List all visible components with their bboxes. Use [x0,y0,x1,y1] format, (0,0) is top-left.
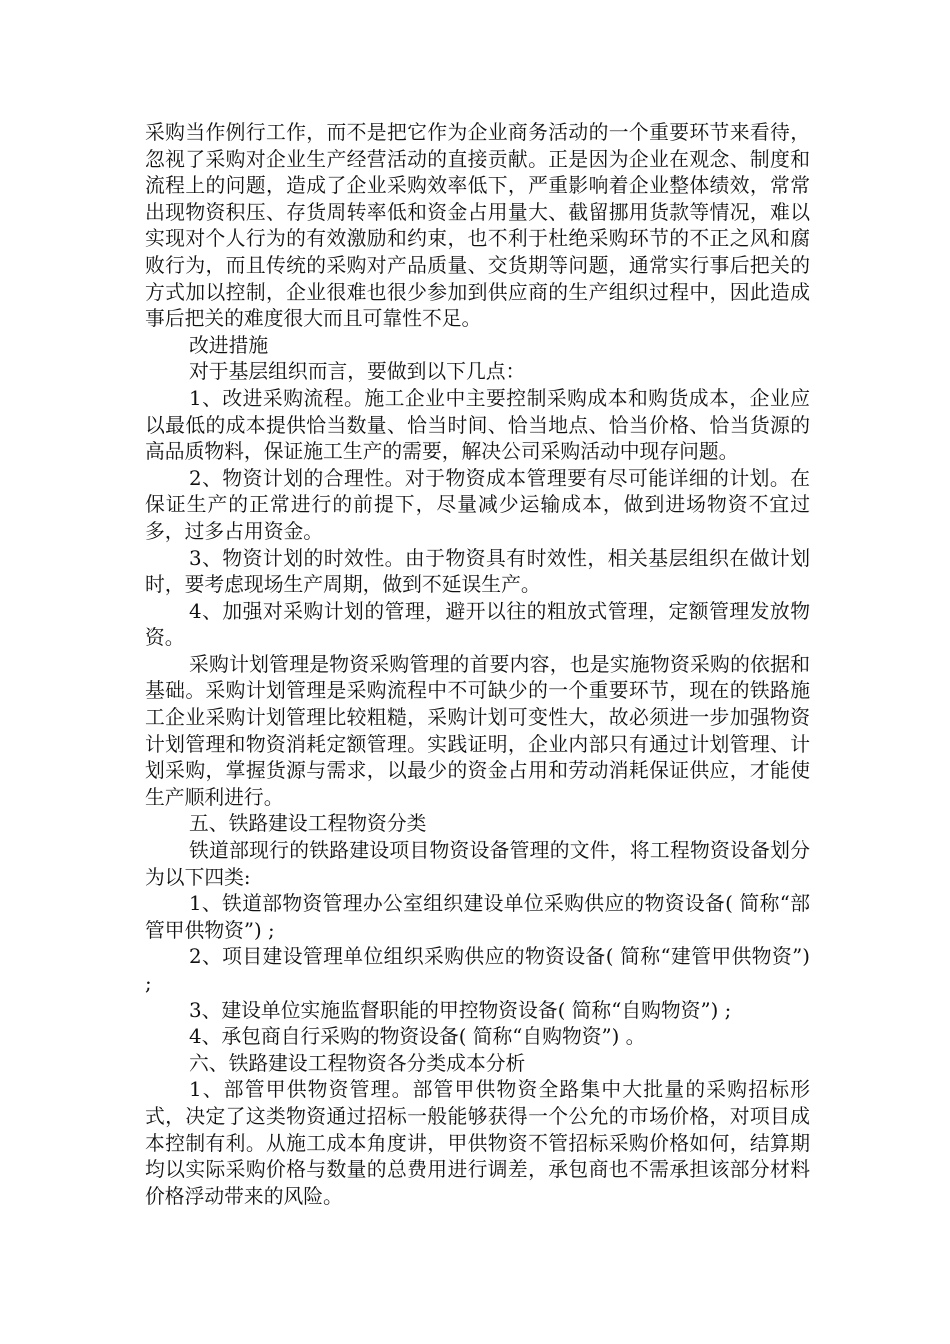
paragraph-classification-intro: 铁道部现行的铁路建设项目物资设备管理的文件，将工程物资设备划分为以下四类: [145,839,810,889]
heading-section-5: 五、铁路建设工程物资分类 [189,812,427,836]
classification-item-3: 3、建设单位实施监督职能的甲控物资设备( 简称“自购物资”) ; [189,998,732,1022]
classification-item-4: 4、承包商自行采购的物资设备( 简称“自购物资”) 。 [189,1025,646,1049]
list-item-2: 2、物资计划的合理性。对于物资成本管理要有尽可能详细的计划。在保证生产的正常进行的前提下，尽量减少运输成本，做到进场物资不宜过多，过多占用资金。 [145,466,810,543]
paragraph-cost-analysis-1: 1、部管甲供物资管理。部管甲供物资全路集中大批量的采购招标形式，决定了这类物资通过招标一般能够获得一个公允的市场价格，对项目成本控制有利。从施工成本角度讲，甲供物资不管招标采购价格如何，结算期均以实际采购价格与数量的总费用进行调差，承包商也不需承担该部分材料价格浮动带来的风险。 [145,1078,810,1208]
classification-item-2: 2、项目建设管理单位组织采购供应的物资设备( 简称“建管甲供物资”) ; [145,945,810,995]
list-item-4: 4、加强对采购计划的管理，避开以往的粗放式管理，定额管理发放物资。 [145,599,810,650]
classification-item-1: 1、铁道部物资管理办公室组织建设单位采购供应的物资设备( 简称“部管甲供物资”) ; [145,892,810,942]
heading-section-6: 六、铁路建设工程物资各分类成本分析 [189,1051,526,1075]
paragraph-plan-management: 采购计划管理是物资采购管理的首要内容，也是实施物资采购的依据和基础。采购计划管理是采购流程中不可缺少的一个重要环节，现在的铁路施工企业采购计划管理比较粗糙，采购计划可变性大，故必须进一步加强物资计划管理和物资消耗定额管理。实践证明，企业内部只有通过计划管理、计划采购，掌握货源与需求，以最少的资金占用和劳动消耗保证供应，才能使生产顺利进行。 [145,652,810,809]
document-body [145,120,810,1210]
paragraph-grassroots-intro: 对于基层组织而言，要做到以下几点： [189,360,526,384]
heading-improvement-measures: 改进措施 [189,333,269,357]
list-item-3: 3、物资计划的时效性。由于物资具有时效性，相关基层组织在做计划时，要考虑现场生产周期，做到不延误生产。 [145,546,810,597]
list-item-1: 1、改进采购流程。施工企业中主要控制采购成本和购货成本，企业应以最低的成本提供恰当数量、恰当时间、恰当地点、恰当价格、恰当货源的高品质物料，保证施工生产的需要，解决公司采购活动中现存问题。 [145,386,810,464]
paragraph-intro-continued: 采购当作例行工作，而不是把它作为企业商务活动的一个重要环节来看待，忽视了采购对企业生产经营活动的直接贡献。正是因为企业在观念、制度和流程上的问题，造成了企业采购效率低下，严重影响着企业整体绩效，常常出现物资积压、存货周转率低和资金占用量大、截留挪用货款等情况，难以实现对个人行为的有效激励和约束，也不利于杜绝采购环节的不正之风和腐败行为，而且传统的采购对产品质量、交货期等问题，通常实行事后把关的方式加以控制，企业很难也很少参加到供应商的生产组织过程中，因此造成事后把关的难度很大而且可靠性不足。 [145,121,810,331]
